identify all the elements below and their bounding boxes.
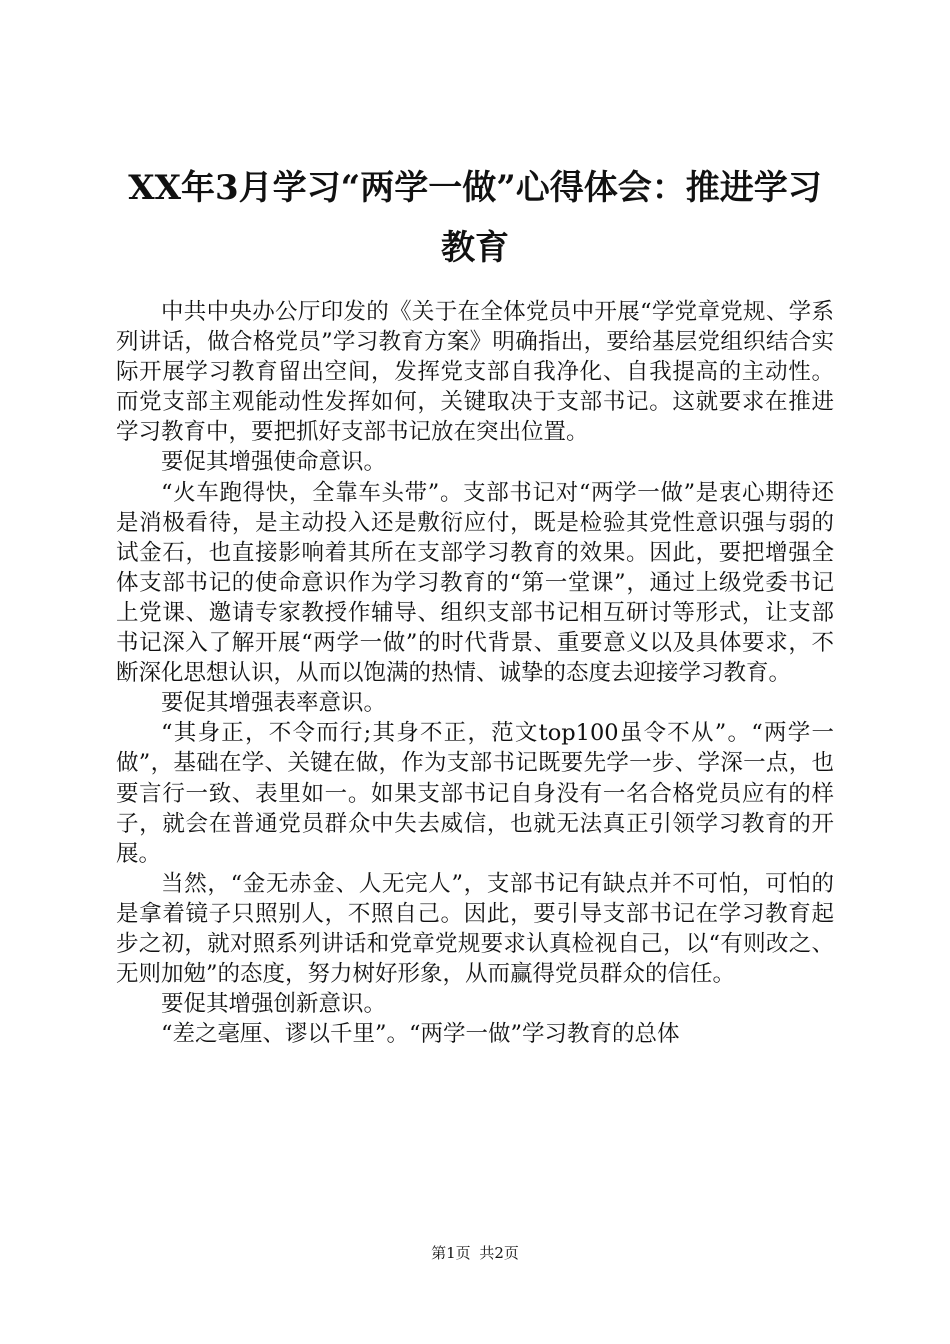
section-heading-mission: 要促其增强使命意识。 xyxy=(161,449,387,476)
paragraph-self-review: 当然，“金无赤金、人无完人”，支部书记有缺点并不可怕，可怕的是拿着镜子只照别人，不照自己。因此，要引导支部书记在学习教育起步之初，就对照系列讲话和党章党规要求认真检视自己，以“有则改之、无则加勉”的态度，努力树好形象，从而赢得党员群众的信任。 xyxy=(116,870,834,988)
page-number: 第1页 xyxy=(431,1244,471,1262)
page-total: 共2页 xyxy=(479,1244,519,1262)
paragraph-innovation: “差之毫厘、谬以千里”。“两学一做”学习教育的总体 xyxy=(161,1021,680,1048)
paragraph-mission: “火车跑得快，全靠车头带”。支部书记对“两学一做”是衷心期待还是消极看待，是主动投入还是敷衍应付，既是检验其党性意识强与弱的试金石，也直接影响着其所在支部学习教育的效果。因此，要把增强全体支部书记的使命意识作为学习教育的“第一堂课”，通过上级党委书记上党课、邀请专家教授作辅导、组织支部书记相互研讨等形式，让支部书记深入了解开展“两学一做”的时代背景、重要意义以及具体要求，不断深化思想认识，从而以饱满的热情、诚挚的态度去迎接学习教育。 xyxy=(116,479,834,687)
page-footer xyxy=(0,1243,950,1263)
section-heading-example: 要促其增强表率意识。 xyxy=(161,690,387,717)
section-heading-innovation: 要促其增强创新意识。 xyxy=(161,991,387,1018)
paragraph-example: “其身正，不令而行;其身不正，范文top100虽令不从”。“两学一做”，基础在学、关键在做，作为支部书记既要先学一步、学深一点，也要言行一致、表里如一。如果支部书记自身没有一名合格党员应有的样子，就会在普通党员群众中失去威信，也就无法真正引领学习教育的开展。 xyxy=(116,720,834,867)
paragraph-intro: 中共中央办公厅印发的《关于在全体党员中开展“学党章党规、学系列讲话，做合格党员”学习教育方案》明确指出，要给基层党组织结合实际开展学习教育留出空间，发挥党支部自我净化、自我提高的主动性。而党支部主观能动性发挥如何，关键取决于支部书记。这就要求在推进学习教育中，要把抓好支部书记放在突出位置。 xyxy=(116,299,834,446)
document-body xyxy=(116,297,834,1049)
document-title: XX年3月学习“两学一做”心得体会：推进学习教育 xyxy=(128,168,822,268)
